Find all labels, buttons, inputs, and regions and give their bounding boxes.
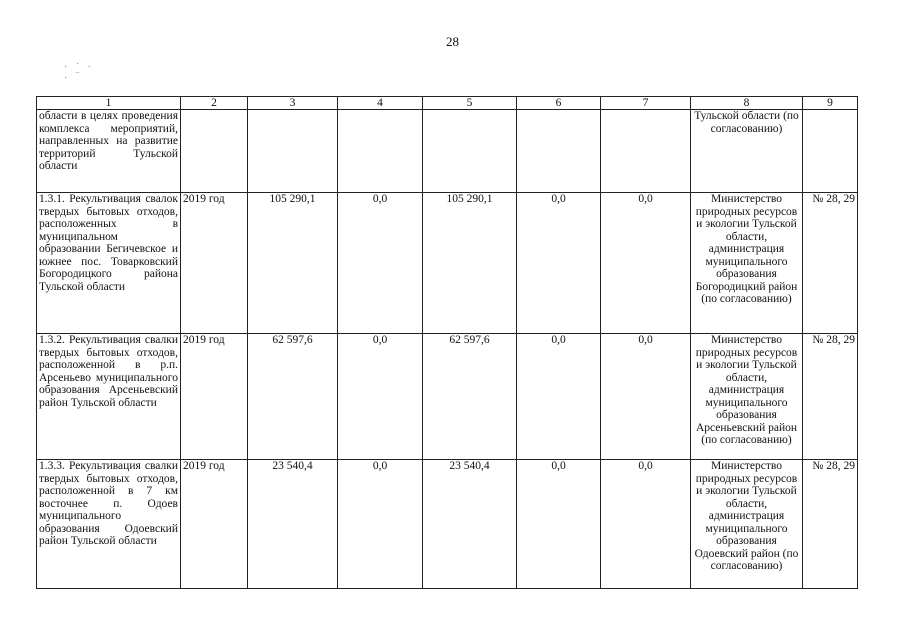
regional-amount: 105 290,1 bbox=[423, 193, 517, 334]
federal-amount: 0,0 bbox=[338, 460, 423, 589]
federal-amount: 0,0 bbox=[338, 193, 423, 334]
responsible-executor: Министерство природных ресурсов и экологии Тульской области, администрация муниципального образования Богородицкий район (по согласованию) bbox=[691, 193, 803, 334]
regional-amount: 23 540,4 bbox=[423, 460, 517, 589]
regional-amount bbox=[423, 110, 517, 193]
total-amount: 105 290,1 bbox=[248, 193, 338, 334]
column-header-3: 3 bbox=[248, 97, 338, 110]
measure-description: 1.3.1. Рекультивация свалок твердых бытовых отходов, расположенных в муниципальном образовании Бегичевское и южнее пос. Товарковский Богородицкого района Тульской области bbox=[37, 193, 181, 334]
total-amount: 62 597,6 bbox=[248, 334, 338, 460]
measure-year bbox=[181, 110, 248, 193]
federal-amount bbox=[338, 110, 423, 193]
page-number: 28 bbox=[446, 34, 459, 49]
responsible-executor: Министерство природных ресурсов и экологии Тульской области, администрация муниципального образования Одоевский район (по согласованию) bbox=[691, 460, 803, 589]
extrabudget-amount: 0,0 bbox=[601, 460, 691, 589]
column-header-1: 1 bbox=[37, 97, 181, 110]
column-header-9: 9 bbox=[803, 97, 858, 110]
indicator-reference: № 28, 29 bbox=[803, 193, 858, 334]
extrabudget-amount: 0,0 bbox=[601, 193, 691, 334]
column-header-6: 6 bbox=[517, 97, 601, 110]
indicator-reference bbox=[803, 110, 858, 193]
column-header-7: 7 bbox=[601, 97, 691, 110]
measure-year: 2019 год bbox=[181, 334, 248, 460]
table-row bbox=[37, 460, 858, 589]
measure-description: 1.3.3. Рекультивация свалки твердых бытовых отходов, расположенной в 7 км восточнее п. Одоев муниципального образования Одоевский район Тульской области bbox=[37, 460, 181, 589]
table-row bbox=[37, 110, 858, 193]
column-header-5: 5 bbox=[423, 97, 517, 110]
total-amount: 23 540,4 bbox=[248, 460, 338, 589]
measure-year: 2019 год bbox=[181, 460, 248, 589]
measures-table bbox=[36, 96, 858, 589]
federal-amount: 0,0 bbox=[338, 334, 423, 460]
regional-amount: 62 597,6 bbox=[423, 334, 517, 460]
municipal-amount: 0,0 bbox=[517, 193, 601, 334]
municipal-amount: 0,0 bbox=[517, 334, 601, 460]
extrabudget-amount: 0,0 bbox=[601, 334, 691, 460]
scan-speckle: · ˙ · · ‾ bbox=[64, 62, 94, 84]
measure-description: 1.3.2. Рекультивация свалки твердых бытовых отходов, расположенной в р.п. Арсеньево муниципального образования Арсеньевский район Тульской области bbox=[37, 334, 181, 460]
column-number-row bbox=[37, 97, 858, 110]
indicator-reference: № 28, 29 bbox=[803, 334, 858, 460]
indicator-reference: № 28, 29 bbox=[803, 460, 858, 589]
table-row bbox=[37, 193, 858, 334]
column-header-2: 2 bbox=[181, 97, 248, 110]
measure-description: области в целях проведения комплекса мероприятий, направленных на развитие территорий Тульской области bbox=[37, 110, 181, 193]
measure-year: 2019 год bbox=[181, 193, 248, 334]
total-amount bbox=[248, 110, 338, 193]
table-row bbox=[37, 334, 858, 460]
column-header-8: 8 bbox=[691, 97, 803, 110]
extrabudget-amount bbox=[601, 110, 691, 193]
municipal-amount: 0,0 bbox=[517, 460, 601, 589]
responsible-executor: Тульской области (по согласованию) bbox=[691, 110, 803, 193]
municipal-amount bbox=[517, 110, 601, 193]
responsible-executor: Министерство природных ресурсов и экологии Тульской области, администрация муниципального образования Арсеньевский район (по согласованию) bbox=[691, 334, 803, 460]
column-header-4: 4 bbox=[338, 97, 423, 110]
